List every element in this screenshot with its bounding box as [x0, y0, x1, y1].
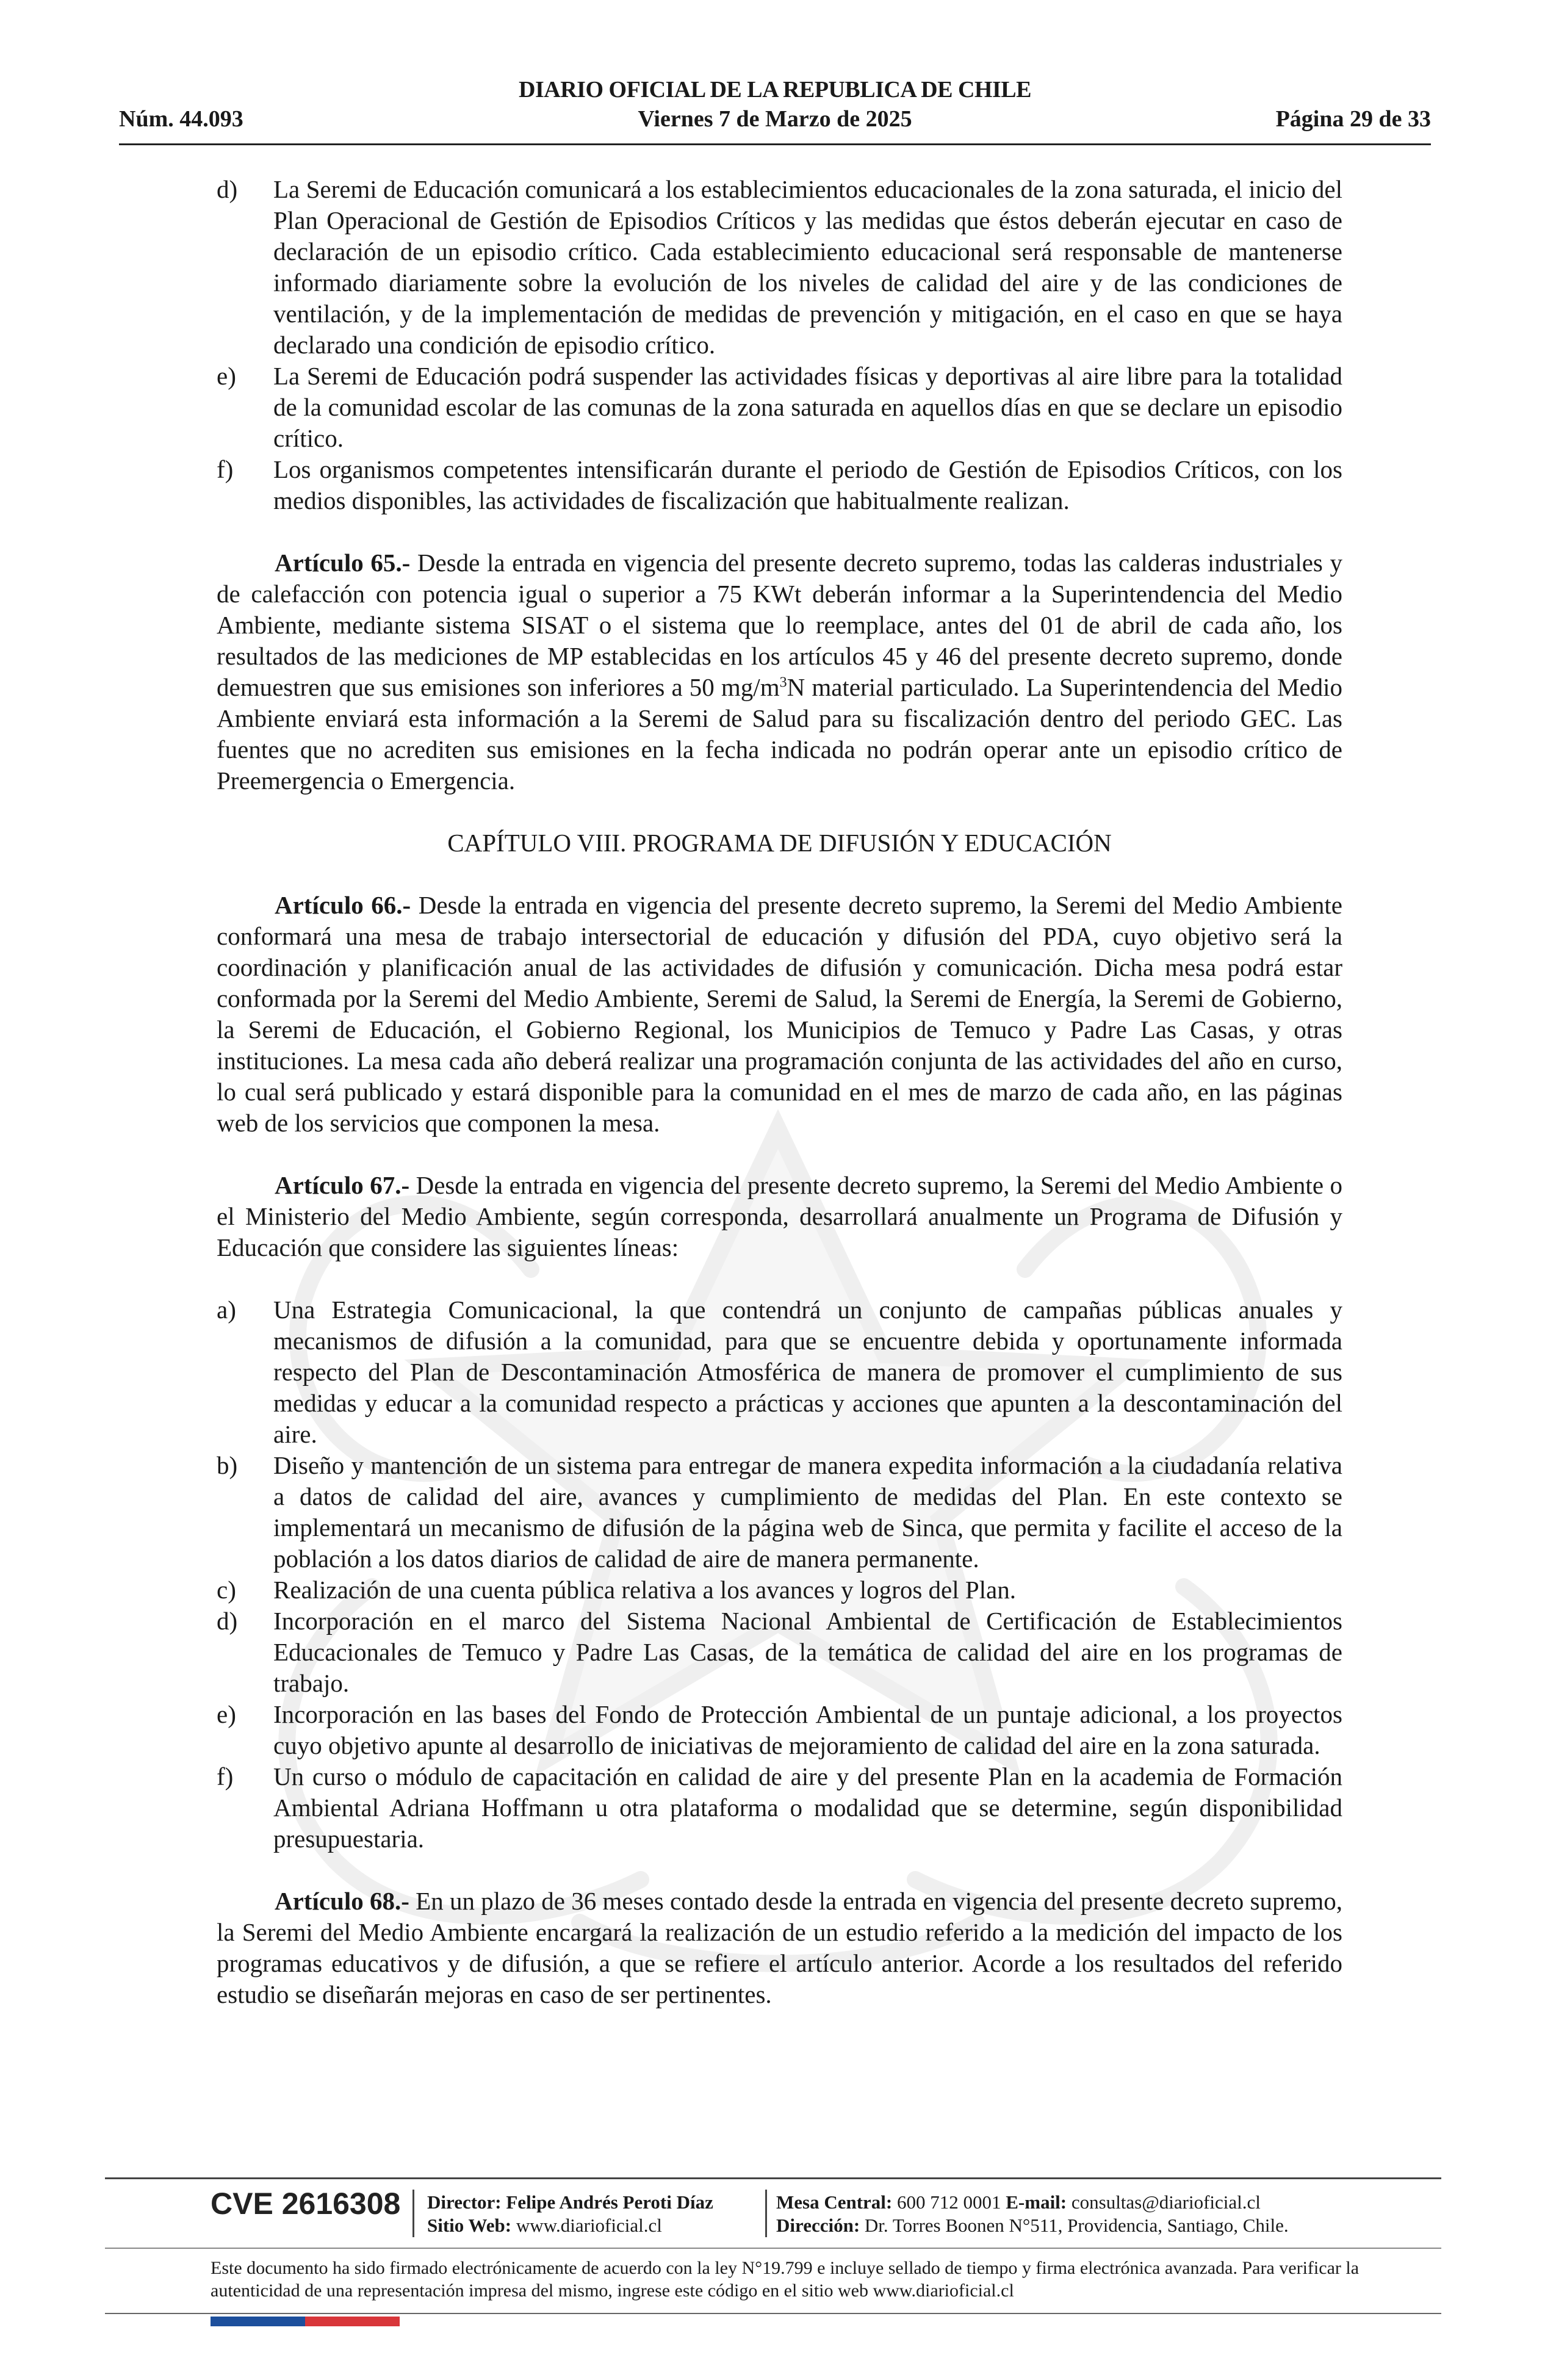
- email-link[interactable]: consultas@diarioficial.cl: [1067, 2191, 1261, 2213]
- list-text: Incorporación en las bases del Fondo de Protección Ambiental de un puntaje adicional, a los proyectos cuyo objetivo apunte al desarrollo de iniciativas de mejoramiento de calidad del aire en la zona saturada.: [273, 1700, 1342, 1759]
- newspaper-title: DIARIO OFICIAL DE LA REPUBLICA DE CHILE: [519, 77, 1031, 103]
- article-66: [217, 890, 1342, 1139]
- list-text: La Seremi de Educación comunicará a los establecimientos educacionales de la zona saturada, el inicio del Plan Operacional de Gestión de Episodios Críticos y las medidas que éstos deberán ejecutar en caso de declaración de un episodio crítico. Cada establecimiento educacional será responsable de mantenerse informado diariamente sobre la evolución de los niveles de calidad del aire y de las condiciones de ventilación, y de la implementación de medidas de prevención y mitigación, en el caso en que se haya declarado una condición de episodio crítico.: [273, 175, 1342, 359]
- list-item: [217, 454, 1342, 516]
- director-label: Director:: [427, 2191, 502, 2213]
- article-67: [217, 1170, 1342, 1263]
- footer-separator: [412, 2190, 414, 2237]
- list-item: [217, 1574, 1342, 1606]
- issue-number: Núm. 44.093: [119, 106, 243, 132]
- list-item: [217, 174, 1342, 361]
- list-marker: e): [217, 1700, 236, 1728]
- list-text: Un curso o módulo de capacitación en calidad de aire y del presente Plan en la academia de Formación Ambiental Adriana Hoffmann u otra plataforma o modalidad que se determine, según disponibilidad presupuestaria.: [273, 1762, 1342, 1853]
- footer-director-info: [427, 2191, 713, 2237]
- article-label: Artículo 65.-: [275, 549, 411, 577]
- article-text: Desde la entrada en vigencia del presente decreto supremo, todas las calderas industriales y de calefacción con potencia igual o superior a 75 KWt deberán informar a la Superintendencia del Medio Ambiente, mediante sistema SISAT o el sistema que lo reemplace, antes del 01 de abril de cada año, los resultados de las mediciones de MP establecidas en los artículos 45 y 46 del presente decreto supremo, donde demuestren que sus emisiones son inferiores a 50 mg/m: [217, 549, 1342, 701]
- phone-number: 600 712 0001: [892, 2191, 1006, 2213]
- list-marker: f): [217, 1762, 234, 1790]
- list-marker: d): [217, 1607, 238, 1635]
- email-label: E-mail:: [1006, 2191, 1067, 2213]
- footer-divider: [105, 2248, 1441, 2249]
- address-label: Dirección:: [776, 2215, 860, 2236]
- director-name: Felipe Andrés Peroti Díaz: [501, 2191, 713, 2213]
- list-text: Incorporación en el marco del Sistema Nacional Ambiental de Certificación de Establecimientos Educacionales de Temuco y Padre Las Casas, de la temática de calidad del aire en los programas de trabajo.: [273, 1607, 1342, 1697]
- footer-contact-info: [776, 2191, 1289, 2237]
- footer-separator: [765, 2190, 767, 2237]
- list-item: [217, 1606, 1342, 1699]
- list-marker: b): [217, 1451, 238, 1479]
- list-item: [217, 1450, 1342, 1574]
- article-text: Desde la entrada en vigencia del presente decreto supremo, la Seremi del Medio Ambiente o el Ministerio del Medio Ambiente, según corresponda, desarrollará anualmente un Programa de Difusión y Educación que considere las siguientes líneas:: [217, 1171, 1342, 1261]
- footer-divider: [105, 2313, 1441, 2314]
- list-text: Los organismos competentes intensificarán durante el periodo de Gestión de Episodios Críticos, con los medios disponibles, las actividades de fiscalización que habitualmente realizan.: [273, 455, 1342, 514]
- article-label: Artículo 68.-: [275, 1887, 409, 1915]
- article-68: [217, 1886, 1342, 2010]
- list-measures: [217, 174, 1342, 516]
- phone-label: Mesa Central:: [776, 2191, 893, 2213]
- list-text: Una Estrategia Comunicacional, la que contendrá un conjunto de campañas públicas anuales y mecanismos de difusión a la comunidad, para que se encuentre debida y oportunamente informada respecto del Plan de Descontaminación Atmosférica de manera de promover el cumplimiento de sus medidas y educar a la comunidad respecto a prácticas y acciones que apunten a la descontaminación del aire.: [273, 1296, 1342, 1448]
- flag-stripe-blue: [211, 2317, 305, 2326]
- list-lines: [217, 1294, 1342, 1855]
- list-text: Realización de una cuenta pública relativa a los avances y logros del Plan.: [273, 1576, 1017, 1604]
- flag-stripe-red: [305, 2317, 400, 2326]
- superscript: 3: [779, 674, 787, 691]
- website-link[interactable]: www.diarioficial.cl: [511, 2215, 662, 2236]
- list-marker: a): [217, 1296, 236, 1324]
- address-text: Dr. Torres Boonen N°511, Providencia, Santiago, Chile.: [860, 2215, 1289, 2236]
- chapter-heading: CAPÍTULO VIII. PROGRAMA DE DIFUSIÓN Y EDUCACIÓN: [447, 829, 1112, 857]
- article-text: En un plazo de 36 meses contado desde la entrada en vigencia del presente decreto supremo, la Seremi del Medio Ambiente encargará la realización de un estudio referido a la medición del impacto de los programas educativos y de difusión, a que se refiere el artículo anterior. Acorde a los resultados del referido estudio se diseñarán mejoras en caso de ser pertinentes.: [217, 1887, 1342, 2008]
- article-text: Desde la entrada en vigencia del presente decreto supremo, la Seremi del Medio Ambiente conformará una mesa de trabajo intersectorial de educación y difusión del PDA, cuyo objetivo será la coordinación y planificación anual de las actividades de difusión y comunicación. Dicha mesa podrá estar conformada por la Seremi del Medio Ambiente, Seremi de Salud, la Seremi de Energía, la Seremi de Gobierno, la Seremi de Educación, el Gobierno Regional, los Municipios de Temuco y Padre Las Casas, y otras instituciones. La mesa cada año deberá realizar una programación conjunta de las actividades del año en curso, lo cual será publicado y estará disponible para la comunidad en el mes de marzo de cada año, en las páginas web de los servicios que componen la mesa.: [217, 891, 1342, 1137]
- cve-code: CVE 2616308: [211, 2187, 401, 2221]
- issue-date: Viernes 7 de Marzo de 2025: [638, 106, 912, 132]
- page-header: [119, 76, 1431, 145]
- page-number: Página 29 de 33: [1275, 106, 1431, 132]
- article-body: [217, 174, 1342, 2010]
- list-text: La Seremi de Educación podrá suspender las actividades físicas y deportivas al aire libre para la totalidad de la comunidad escolar de las comunas de la zona saturada en aquellos días en que se declare un episodio crítico.: [273, 362, 1342, 452]
- list-marker: c): [217, 1576, 236, 1604]
- list-text: Diseño y mantención de un sistema para entregar de manera expedita información a la ciudadanía relativa a datos de calidad del aire, avances y cumplimiento de medidas del Plan. En este contexto se implementará un mecanismo de difusión de la página web de Sinca, que permita y facilite el acceso de la población a los datos diarios de calidad de aire de manera permanente.: [273, 1451, 1342, 1573]
- list-marker: d): [217, 175, 238, 203]
- article-label: Artículo 67.-: [275, 1171, 410, 1199]
- list-item: [217, 1761, 1342, 1855]
- list-item: [217, 1699, 1342, 1761]
- list-marker: f): [217, 455, 234, 483]
- list-marker: e): [217, 362, 236, 390]
- article-label: Artículo 66.-: [275, 891, 411, 919]
- legal-notice: Este documento ha sido firmado electrónicamente de acuerdo con la ley N°19.799 e incluye sellado de tiempo y firma electrónica avanzada. Para verificar la autenticidad de una representación impresa del mismo, ingrese este código en el sitio web www.diarioficial.cl: [211, 2258, 1360, 2301]
- list-item: [217, 361, 1342, 454]
- website-label: Sitio Web:: [427, 2215, 512, 2236]
- article-65: [217, 547, 1342, 796]
- article-text: N material particulado. La Superintendencia del Medio Ambiente enviará esta información a la Seremi de Salud para su fiscalización dentro del periodo GEC. Las fuentes que no acrediten sus emisiones en la fecha indicada no podrán operar ante un episodio crítico de Preemergencia o Emergencia.: [217, 673, 1342, 795]
- footer-divider: [105, 2177, 1441, 2179]
- list-item: [217, 1294, 1342, 1450]
